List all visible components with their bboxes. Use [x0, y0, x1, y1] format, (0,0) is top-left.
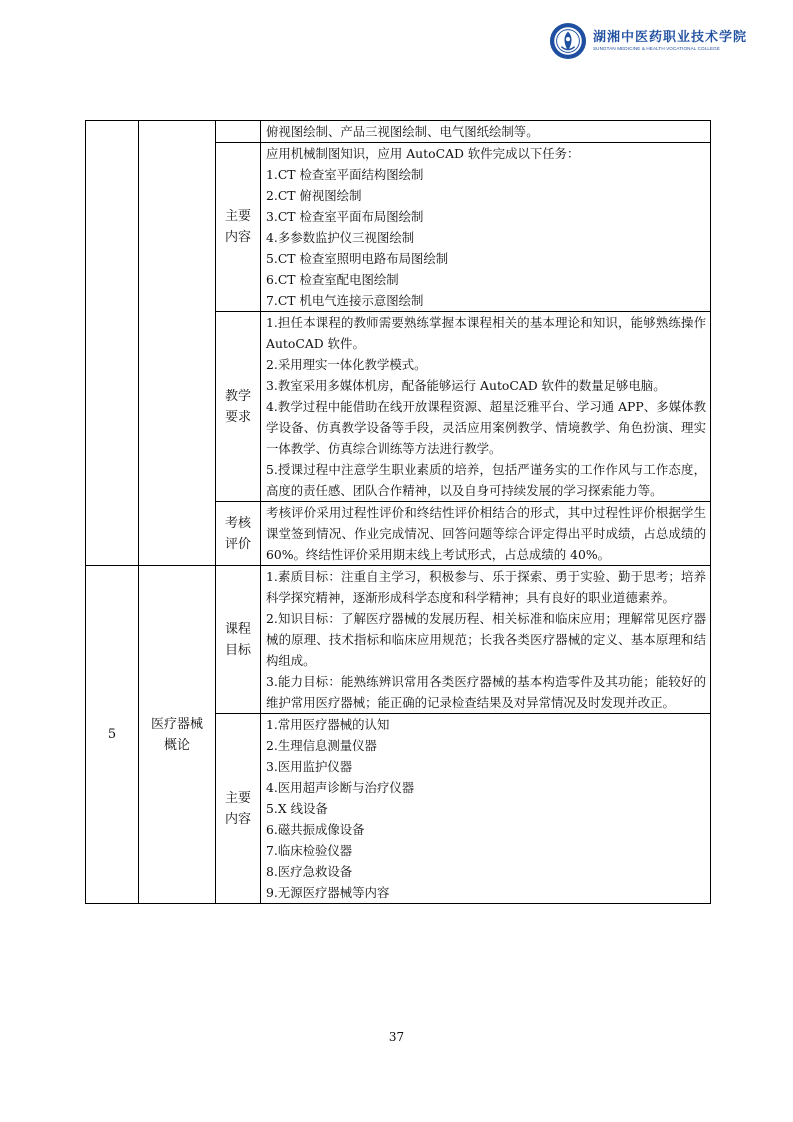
content-line: 1.素质目标：注重自主学习，积极参与、乐于探索、勇于实验、勤于思考；培养科学探究精神，逐渐形成科学态度和科学精神；具有良好的职业道德素养。 — [266, 569, 706, 605]
number-cell-continued — [86, 121, 139, 566]
content-line: 4.医用超声诊断与治疗仪器 — [266, 780, 415, 795]
school-logo — [549, 22, 747, 60]
course-number: 5 — [86, 566, 139, 904]
content-line: 2.知识目标：了解医疗器械的发展历程、相关标准和临床应用；理解常见医疗器械的原理、技术指标和临床应用规范；长我各类医疗器械的定义、基本原理和结构组成。 — [266, 611, 706, 668]
content-line: 考核评价采用过程性评价和终结性评价相结合的形式，其中过程性评价根据学生课堂签到情况、作业完成情况、回答问题等综合评定得出平时成绩，占总成绩的 60%。终结性评价采用期末线上考试形式，占总成绩的 40%。 — [266, 505, 706, 562]
course-goals-label: 课程 目标 — [216, 566, 261, 714]
content-line: 3.能力目标：能熟练辨识常用各类医疗器械的基本构造零件及其功能；能较好的维护常用医疗器械；能正确的记录检查结果及对异常情况及时发现并改正。 — [266, 674, 706, 710]
content-line: 1.CT 检查室平面结构图绘制 — [266, 167, 424, 182]
content-line: 4.多参数监护仪三视图绘制 — [266, 230, 415, 245]
content-line: 应用机械制图知识，应用 AutoCAD 软件完成以下任务： — [266, 146, 580, 161]
content-line: 1.担任本课程的教师需要熟练掌握本课程相关的基本理论和知识，能够熟练操作 AutoCAD 软件。 — [266, 315, 706, 351]
main-content-cell — [261, 143, 711, 312]
course-content-cell — [261, 714, 711, 904]
assessment-label: 考核 评价 — [216, 502, 261, 566]
content-line: 7.临床检验仪器 — [266, 843, 353, 858]
content-cell — [261, 121, 711, 143]
content-line: 俯视图绘制、产品三视图绘制、电气图纸绘制等。 — [266, 124, 539, 139]
course-goals-cell — [261, 566, 711, 714]
content-line: 3.教室采用多媒体机房，配备能够运行 AutoCAD 软件的数量足够电脑。 — [266, 378, 666, 393]
teaching-requirements-cell — [261, 312, 711, 502]
content-line: 2.CT 俯视图绘制 — [266, 188, 362, 203]
course-name: 医疗器械概论 — [139, 566, 216, 904]
content-line: 5.X 线设备 — [266, 801, 328, 816]
content-line: 5.授课过程中注意学生职业素质的培养，包括严谨务实的工作作风与工作态度，高度的责任感、团队合作精神，以及自身可持续发展的学习探索能力等。 — [266, 462, 706, 498]
content-line: 4.教学过程中能借助在线开放课程资源、超星泛雅平台、学习通 APP、多媒体教学设备、仿真教学设备等手段，灵活应用案例教学、情境教学、角色扮演、理实一体教学、仿真综合训练等方法进行教学。 — [266, 399, 706, 456]
main-content-label: 主要 内容 — [216, 143, 261, 312]
school-name-en: SUNGTAN MEDICINE & HEALTH VOCATIONAL COLLEGE — [593, 46, 721, 51]
page-number: 37 — [388, 1030, 405, 1044]
content-line: 2.生理信息测量仪器 — [266, 738, 377, 753]
assessment-cell — [261, 502, 711, 566]
label-cell — [216, 121, 261, 143]
course-table — [85, 120, 711, 904]
course-content-label: 主要 内容 — [216, 714, 261, 904]
content-line: 6.CT 检查室配电图绘制 — [266, 272, 399, 287]
content-line: 1.常用医疗器械的认知 — [266, 717, 390, 732]
school-name-cn: 湖湘中医药职业技术学院 — [593, 30, 748, 45]
content-line: 6.磁共振成像设备 — [266, 822, 365, 837]
course-name-cell-continued — [139, 121, 216, 566]
content-line: 7.CT 机电气连接示意图绘制 — [266, 293, 424, 308]
content-line: 2.采用理实一体化教学模式。 — [266, 357, 427, 372]
table-row — [86, 121, 711, 143]
content-line: 9.无源医疗器械等内容 — [266, 885, 390, 900]
content-line: 8.医疗急救设备 — [266, 864, 353, 879]
school-seal-icon — [549, 22, 587, 60]
content-line: 3.医用监护仪器 — [266, 759, 353, 774]
table-row — [86, 566, 711, 714]
content-line: 5.CT 检查室照明电路布局图绘制 — [266, 251, 449, 266]
teaching-requirements-label: 教学 要求 — [216, 312, 261, 502]
content-line: 3.CT 检查室平面布局图绘制 — [266, 209, 424, 224]
